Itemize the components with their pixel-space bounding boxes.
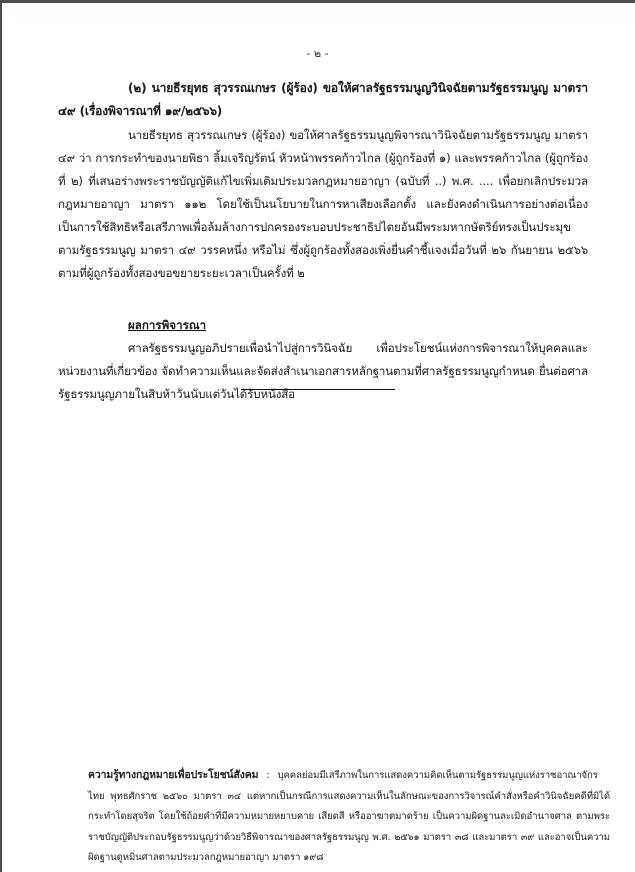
footnote-text: บุคคลย่อมมีเสรีภาพในการแสดงความคิดเห็นตามรัฐธรรมนูญแห่งราชอาณาจักรไทย พุทธศักราช ๒๕๖๐ มาตรา ๓๔ แต่หากเป็นกรณีการแสดงความเห็นในลักษณะของการวิจารณ์คำสั่งหรือคำวินิจฉัยคดีที่มิได้กระทำโดยสุจริต โดยใช้ถ้อยคำที่มีความหมายหยาบคาย เสียดสี หรืออาฆาตมาดร้าย เป็นความผิดฐานละเมิดอำนาจศาล ตามพระราชบัญญัติประกอบรัฐธรรมนูญว่าด้วยวิธีพิจารณาของศาลรัฐธรรมนูญ พ.ศ. ๒๕๖๑ มาตรา ๓๘ และมาตรา ๓๙ และอาจเป็นความผิดฐานดูหมิ่นศาลตามประมวลกฎหมายอาญา มาตรา ๑๙๘ (88, 770, 610, 863)
result-section-title: ผลการพิจารณา (128, 318, 207, 332)
page-number: - ๒ - (306, 47, 329, 60)
footnote-title: ความรู้ทางกฎหมายเพื่อประโยชน์สังคม (88, 769, 259, 781)
footnote-separator: : (266, 770, 270, 781)
case-body (58, 124, 588, 285)
case-heading-text: (๒) นายธีรยุทธ สุวรรณเกษร (ผู้ร้อง) ขอให้ศาลรัฐธรรมนูญวินิจฉัยตามรัฐธรรมนูญ มาตรา ๔๙ (เรื่องพิจารณาที่ ๑๙/๒๕๖๖) (58, 81, 588, 118)
case-body-text: นายธีรยุทธ สุวรรณเกษร (ผู้ร้อง) ขอให้ศาลรัฐธรรมนูญพิจารณาวินิจฉัยตามรัฐธรรมนูญ มาตรา ๔๙ ว่า การกระทำของนายพิธา ลิ้มเจริญรัตน์ หัวหน้าพรรคก้าวไกล (ผู้ถูกร้องที่ ๑) และพรรคก้าวไกล (ผู้ถูกร้องที่ ๒) ที่เสนอร่างพระราชบัญญัติแก้ไขเพิ่มเติมประมวลกฎหมายอาญา (ฉบับที่ ..) พ.ศ. .... เพื่อยกเลิกประมวลกฎหมายอาญา มาตรา ๑๑๒ โดยใช้เป็นนโยบายในการหาเสียงเลือกตั้ง และยังคงดำเนินการอย่างต่อเนื่อง เป็นการใช้สิทธิหรือเสรีภาพเพื่อล้มล้างการปกครองระบอบประชาธิปไตยอันมีพระมหากษัตริย์ทรงเป็นประมุข ตามรัฐธรรมนูญ มาตรา ๔๙ วรรคหนึ่ง หรือไม่ ซึ่งผู้ถูกร้องทั้งสองเพิ่งยื่นคำชี้แจงเมื่อวันที่ ๒๖ กันยายน ๒๕๖๖ ตามที่ผู้ถูกร้องทั้งสองขอขยายระยะเวลาเป็นครั้งที่ ๒ (58, 128, 588, 280)
section-divider (241, 389, 395, 390)
result-body (58, 337, 588, 406)
result-body-text: ศาลรัฐธรรมนูญอภิปรายเพื่อนำไปสู่การวินิจฉัย เพื่อประโยชน์แห่งการพิจารณาให้บุคคลและหน่วยงานที่เกี่ยวข้อง จัดทำความเห็นและจัดส่งสำเนาเอกสารหลักฐานตามที่ศาลรัฐธรรมนูญกำหนด ยื่นต่อศาลรัฐธรรมนูญภายในสิบห้าวันนับแต่วันได้รับหนังสือ (58, 341, 588, 401)
case-heading (58, 77, 588, 123)
legal-knowledge-footnote (88, 765, 610, 869)
